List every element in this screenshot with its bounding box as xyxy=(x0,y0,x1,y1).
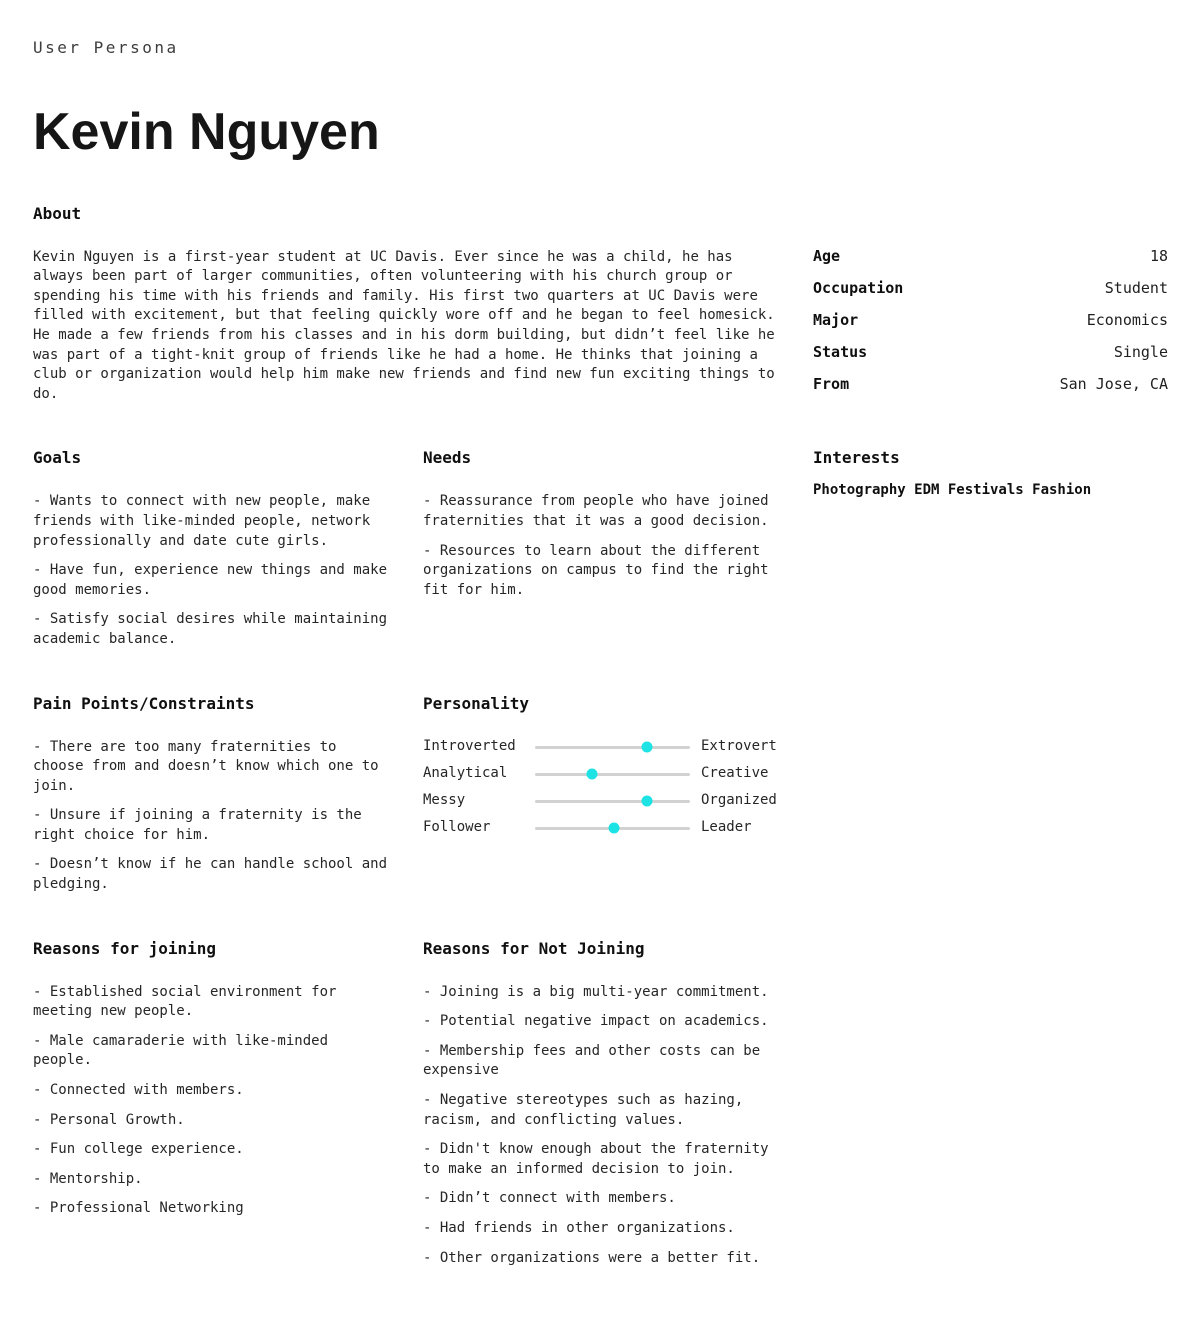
reason-not-joining-item: - Other organizations were a better fit. xyxy=(423,1249,761,1266)
goal-item: - Satisfy social desires while maintaining academic balance. xyxy=(33,611,388,647)
facts-list xyxy=(813,203,1168,394)
reason-not-joining-item: - Had friends in other organizations. xyxy=(423,1220,735,1236)
slider-track xyxy=(535,827,690,830)
need-item: - Reassurance from people who have joined fraternities that it was a good decision. xyxy=(423,493,769,529)
section-personality xyxy=(423,693,778,838)
personality-slider-row xyxy=(423,738,778,757)
pain-point-item: - Doesn’t know if he can handle school and pledging. xyxy=(33,856,388,893)
fact-value: Student xyxy=(1104,278,1168,297)
slider-dot[interactable] xyxy=(641,796,652,807)
section-reasons-joining xyxy=(33,938,388,1219)
slider-right-label: Creative xyxy=(701,765,769,782)
reason-joining-item: - Professional Networking xyxy=(33,1200,244,1217)
fact-row xyxy=(813,342,1168,362)
reason-joining-item: - Mentorship. xyxy=(33,1170,143,1187)
fact-label: Age xyxy=(813,246,841,265)
interests-value: Photography EDM Festivals Fashion xyxy=(813,482,1092,499)
about-heading: About xyxy=(33,203,82,223)
reasons-not-joining-heading: Reasons for Not Joining xyxy=(423,938,645,958)
reason-not-joining-item: - Didn't know enough about the fraternity to make an informed decision to join. xyxy=(423,1141,769,1177)
pain-point-item: - There are too many fraternities to choose from and doesn’t know which one to join. xyxy=(33,738,379,794)
content-grid xyxy=(33,203,1168,1269)
fact-value: Single xyxy=(1113,342,1168,361)
slider-dot[interactable] xyxy=(587,769,598,780)
personality-slider-row xyxy=(423,765,778,784)
fact-label: Status xyxy=(813,342,868,361)
slider-left-label: Introverted xyxy=(423,738,516,755)
fact-row xyxy=(813,246,1168,266)
slider-track xyxy=(535,773,690,776)
reason-joining-item: - Personal Growth. xyxy=(33,1111,185,1128)
slider-left-label: Follower xyxy=(423,819,491,836)
slider-dot[interactable] xyxy=(641,742,652,753)
needs-heading: Needs xyxy=(423,448,472,468)
interests-heading: Interests xyxy=(813,448,900,468)
reason-joining-item: - Male camaraderie with like-minded people. xyxy=(33,1032,329,1069)
slider-right-label: Extrovert xyxy=(701,738,777,755)
slider-track xyxy=(535,800,690,803)
pain-points-heading: Pain Points/Constraints xyxy=(33,693,255,713)
fact-label: Major xyxy=(813,310,859,329)
section-reasons-not-joining xyxy=(423,938,778,1269)
personality-heading: Personality xyxy=(423,693,529,713)
reason-not-joining-item: - Joining is a big multi-year commitment. xyxy=(423,983,769,1000)
slider-left-label: Analytical xyxy=(423,765,508,782)
page-kicker: User Persona xyxy=(33,38,179,57)
reason-not-joining-item: - Membership fees and other costs can be expensive xyxy=(423,1042,761,1079)
slider-track xyxy=(535,746,690,749)
fact-row xyxy=(813,278,1168,298)
section-interests xyxy=(813,447,1168,501)
goal-item: - Wants to connect with new people, make friends with like-minded people, network professionally and date cute girls. xyxy=(33,493,371,549)
reasons-joining-heading: Reasons for joining xyxy=(33,938,217,958)
personality-slider-row xyxy=(423,819,778,838)
fact-value: 18 xyxy=(1149,246,1168,265)
about-text: Kevin Nguyen is a first-year student at UC Davis. Ever since he was a child, he has always been part of larger communities, often volunteering with his church group or spending his time with his friends and family. His first two quarters at UC Davis were filled with excitement, but that feeling quickly wore off and he began to feel homesick. He made a few friends from his classes and in his dorm building, but didn’t feel like he was part of a tight-knit group of friends like he had a home. He thinks that joining a club or organization would help him make new friends and find new fun exciting things to do. xyxy=(33,248,775,402)
slider-right-label: Organized xyxy=(701,792,777,809)
fact-label: From xyxy=(813,374,850,393)
reason-not-joining-item: - Negative stereotypes such as hazing, racism, and conflicting values. xyxy=(423,1092,744,1128)
goal-item: - Have fun, experience new things and make good memories. xyxy=(33,562,388,598)
goals-heading: Goals xyxy=(33,448,82,468)
fact-row xyxy=(813,310,1168,330)
reason-joining-item: - Fun college experience. xyxy=(33,1141,244,1158)
section-about xyxy=(33,203,778,405)
fact-value: Economics xyxy=(1086,310,1168,329)
section-pain-points xyxy=(33,693,388,895)
reason-joining-item: - Connected with members. xyxy=(33,1082,244,1099)
need-item: - Resources to learn about the different organizations on campus to find the right fit for him. xyxy=(423,542,769,598)
reason-not-joining-item: - Didn’t connect with members. xyxy=(423,1190,676,1207)
reason-not-joining-item: - Potential negative impact on academics. xyxy=(423,1013,769,1030)
fact-value: San Jose, CA xyxy=(1059,374,1168,393)
section-goals xyxy=(33,447,388,649)
section-needs xyxy=(423,447,778,600)
slider-dot[interactable] xyxy=(609,823,620,834)
fact-label: Occupation xyxy=(813,278,904,297)
slider-right-label: Leader xyxy=(701,819,752,836)
pain-point-item: - Unsure if joining a fraternity is the right choice for him. xyxy=(33,807,362,843)
personality-slider-row xyxy=(423,792,778,811)
reason-joining-item: - Established social environment for meeting new people. xyxy=(33,983,337,1020)
page-title: Kevin Nguyen xyxy=(33,103,380,161)
slider-left-label: Messy xyxy=(423,792,466,809)
fact-row xyxy=(813,374,1168,394)
